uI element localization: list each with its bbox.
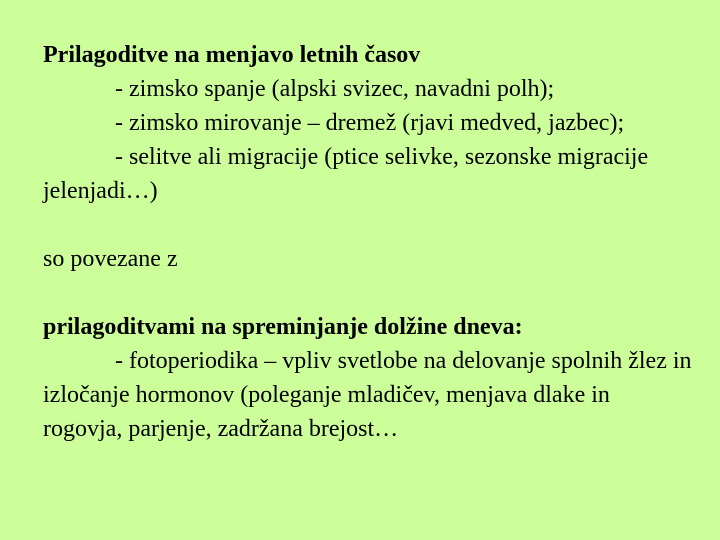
seasonal-adaptations-heading: Prilagoditve na menjavo letnih časov [43, 42, 421, 68]
spacer [43, 208, 693, 242]
photoperiodism-item: - fotoperiodika – vpliv svetlobe na delovanje spolnih žlez in izločanje hormonov (poleganje mladičev, menjava dlake in rogovja, parjenje, zadržana brejost… [43, 348, 692, 442]
spacer [43, 276, 693, 310]
hibernation-item: - zimsko spanje (alpski svizec, navadni polh); [115, 76, 555, 102]
slide-text-body [43, 38, 693, 446]
connector-text: so povezane z [43, 246, 178, 272]
migration-item: - selitve ali migracije (ptice selivke, sezonske migracije jelenjadi…) [43, 144, 649, 204]
winter-dormancy-item: - zimsko mirovanje – dremež (rjavi medved, jazbec); [115, 110, 625, 136]
day-length-adaptations-heading: prilagoditvami na spreminjanje dolžine dneva: [43, 314, 523, 340]
